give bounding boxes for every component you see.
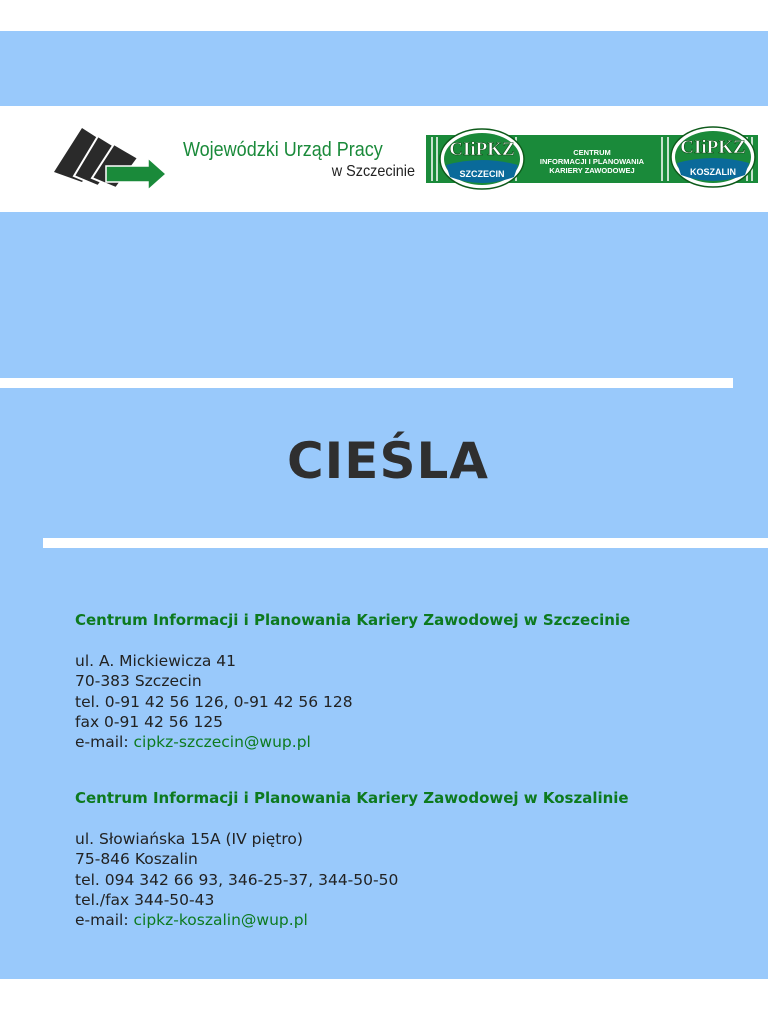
svg-text:KOSZALIN: KOSZALIN: [690, 167, 736, 177]
svg-text:CIiPKZ: CIiPKZ: [680, 137, 746, 158]
divider-bottom: [43, 538, 768, 548]
svg-text:CIiPKZ: CIiPKZ: [449, 139, 515, 160]
cipkz-center-line-2: INFORMACJI I PLANOWANIA: [539, 157, 645, 166]
wup-name: Wojewódzki Urząd Pracy: [183, 139, 383, 161]
svg-text:SZCZECIN: SZCZECIN: [459, 169, 505, 179]
office-tel: tel. 094 342 66 93, 346-25-37, 344-50-50: [75, 870, 399, 889]
page-title: CIEŚLA: [286, 432, 490, 490]
office-street: ul. A. Mickiewicza 41: [75, 652, 236, 670]
office-heading: Centrum Informacji i Planowania Kariery Zawodowej w Szczecinie: [75, 611, 631, 629]
office-email-line: [75, 732, 755, 752]
office-heading: Centrum Informacji i Planowania Kariery Zawodowej w Koszalinie: [75, 789, 629, 807]
office-street: ul. Słowiańska 15A (IV piętro): [75, 830, 303, 848]
cipkz-koszalin-logo: [671, 127, 755, 187]
email-link[interactable]: cipkz-koszalin@wup.pl: [133, 911, 308, 930]
divider-top: [0, 378, 733, 388]
office-fax: fax 0-91 42 56 125: [75, 712, 224, 731]
office-email-line: [75, 910, 755, 930]
office-tel: tel. 0-91 42 56 126, 0-91 42 56 128: [75, 692, 353, 711]
cipkz-szczecin-logo: [440, 129, 524, 189]
office-fax: tel./fax 344-50-43: [75, 890, 215, 909]
office-szczecin: [75, 611, 755, 752]
office-postal: 75-846 Koszalin: [75, 850, 198, 869]
cipkz-center-line-1: CENTRUM: [573, 148, 611, 157]
wup-logo-mark: [52, 126, 168, 196]
cipkz-center-line-3: KARIERY ZAWODOWEJ: [549, 166, 635, 175]
email-label: e-mail:: [75, 911, 134, 930]
office-koszalin: [75, 789, 755, 930]
cipkz-banner: [426, 125, 758, 191]
email-link[interactable]: cipkz-szczecin@wup.pl: [133, 733, 311, 752]
wup-city: w Szczecinie: [331, 163, 415, 180]
email-label: e-mail:: [75, 733, 134, 752]
office-postal: 70-383 Szczecin: [75, 672, 202, 691]
